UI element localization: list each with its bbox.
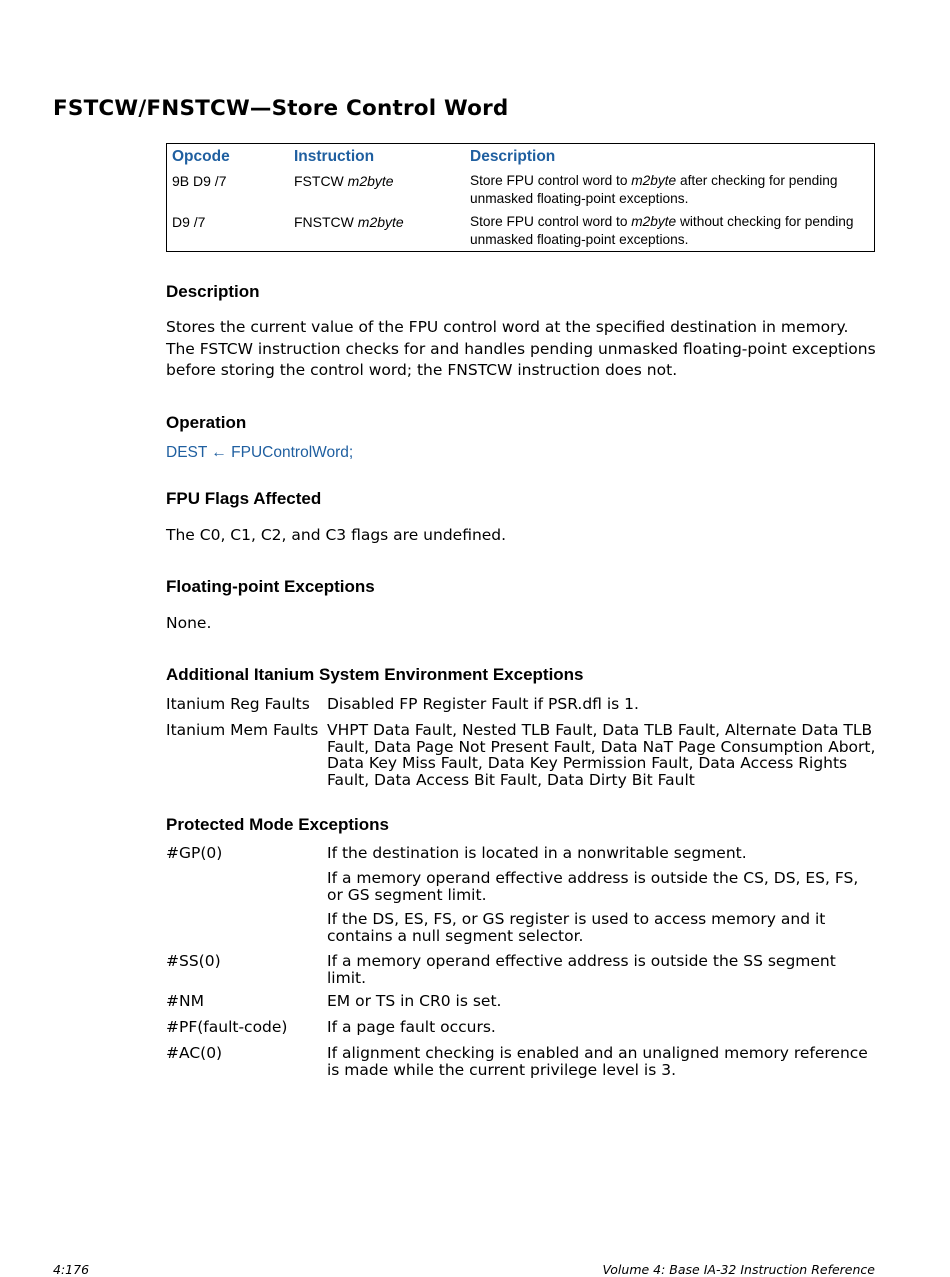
exception-text: Disabled FP Register Fault if PSR.dfl is 1. — [327, 695, 639, 713]
itanium-exceptions-heading: Additional Itanium System Environment Exceptions — [166, 665, 584, 684]
protected-mode-heading: Protected Mode Exceptions — [166, 815, 389, 834]
exception-label: #PF(fault-code) — [166, 1018, 288, 1036]
desc-operand: m2byte — [631, 214, 677, 229]
exception-text: If the DS, ES, FS, or GS register is used to access memory and it contains a null segment selector. — [327, 910, 826, 945]
exception-label: #AC(0) — [166, 1044, 223, 1062]
exception-text: If alignment checking is enabled and an unaligned memory reference is made while the current privilege level is 3. — [327, 1044, 868, 1079]
volume-title: Volume 4: Base IA-32 Instruction Reference — [602, 1262, 875, 1277]
instruction-name: FSTCW — [294, 173, 344, 189]
instruction-name: FNSTCW — [294, 214, 354, 230]
page-title: FSTCW/FNSTCW—Store Control Word — [53, 96, 509, 121]
fpu-flags-heading: FPU Flags Affected — [166, 489, 322, 508]
operation-heading: Operation — [166, 413, 247, 432]
description-cell — [470, 213, 870, 249]
description-heading: Description — [166, 282, 260, 301]
exception-label: Itanium Mem Faults — [166, 721, 319, 739]
exception-label: #NM — [166, 992, 204, 1010]
opcode-table — [166, 143, 875, 252]
desc-suffix: without checking for pending unmasked floating-point exceptions. — [470, 214, 854, 247]
description-cell — [470, 172, 870, 208]
opcode-cell: D9 /7 — [172, 214, 206, 230]
exception-label: #GP(0) — [166, 844, 223, 862]
operation-code: DEST ← FPUControlWord; — [166, 444, 354, 461]
fp-exceptions-heading: Floating-point Exceptions — [166, 577, 375, 596]
instruction-header: Instruction — [294, 148, 375, 165]
exception-text: VHPT Data Fault, Nested TLB Fault, Data TLB Fault, Alternate Data TLB Fault, Data Page Not Present Fault, Data NaT Page Consumption Abort, Data Key Miss Fault, Data Key Permission Fault, Data Access Rights Fault, Data Access Bit Fault, Data Dirty Bit Fault — [327, 721, 876, 789]
fp-exceptions-text: None. — [166, 614, 212, 632]
description-text: Stores the current value of the FPU control word at the specified destination in memory. The FSTCW instruction checks for and handles pending unmasked floating-point exceptions before storing the control word; the FNSTCW instruction does not. — [166, 318, 876, 379]
desc-suffix: after checking for pending unmasked floating-point exceptions. — [470, 173, 838, 206]
exception-text: If a memory operand effective address is outside the SS segment limit. — [327, 952, 836, 987]
opcode-cell: 9B D9 /7 — [172, 173, 227, 189]
opcode-header: Opcode — [172, 148, 230, 165]
instruction-operand: m2byte — [347, 173, 394, 189]
desc-operand: m2byte — [631, 173, 677, 188]
fpu-flags-text: The C0, C1, C2, and C3 flags are undefined. — [166, 526, 507, 544]
instruction-operand: m2byte — [357, 214, 404, 230]
instruction-cell — [294, 213, 404, 231]
desc-prefix: Store FPU control word to — [470, 173, 632, 188]
page-number: 4:176 — [53, 1262, 90, 1277]
exception-text: If a memory operand effective address is outside the CS, DS, ES, FS, or GS segment limit. — [327, 869, 859, 904]
exception-label: #SS(0) — [166, 952, 221, 970]
instruction-cell — [294, 172, 394, 190]
exception-text: EM or TS in CR0 is set. — [327, 992, 502, 1010]
desc-prefix: Store FPU control word to — [470, 214, 632, 229]
exception-label: Itanium Reg Faults — [166, 695, 310, 713]
exception-text: If the destination is located in a nonwritable segment. — [327, 844, 747, 862]
description-header: Description — [470, 148, 556, 165]
exception-text: If a page fault occurs. — [327, 1018, 496, 1036]
